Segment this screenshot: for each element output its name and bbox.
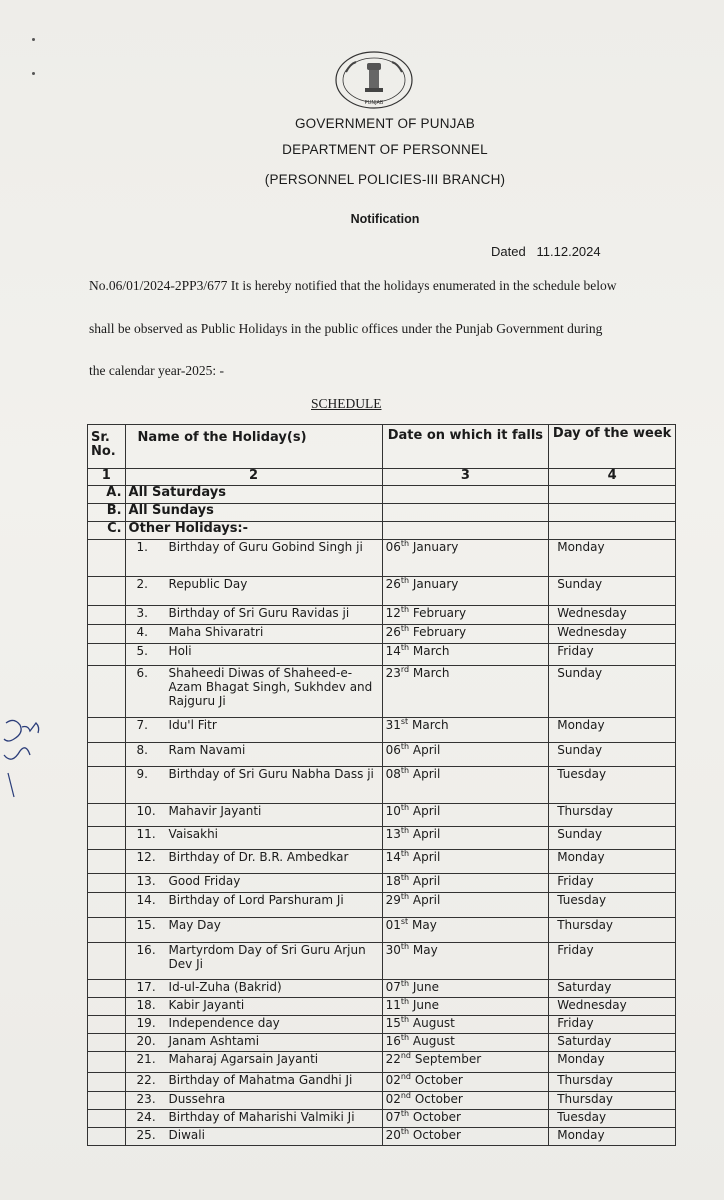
date-day: 29 [385,893,401,907]
col-number: 4 [549,469,676,486]
table-row [88,767,676,804]
holiday-date-cell [382,743,549,767]
holiday-name-cell [125,1034,382,1052]
holiday-name: Maha Shivaratri [168,625,264,639]
holiday-name-cell [125,893,382,918]
day-of-week: Monday [549,718,676,743]
date-day: 16 [385,1034,401,1048]
date-month: October [412,1110,461,1124]
date-month: May [411,918,437,932]
date-day: 02 [385,1073,401,1087]
notice-line-3: the calendar year-2025: - [89,363,225,378]
holiday-name: Diwali [168,1128,205,1142]
col-number: 3 [382,469,549,486]
date-month: April [412,874,441,888]
day-of-week: Monday [549,540,676,577]
date-month: September [414,1052,482,1066]
holiday-date-cell [382,1016,549,1034]
date-suffix: th [400,643,410,652]
date-suffix: th [400,576,410,585]
serial-number: 15. [136,918,156,932]
table-row [88,666,676,718]
holiday-date-cell [382,943,549,980]
date-day: 20 [385,1128,401,1142]
table-row [88,874,676,893]
date-suffix: th [400,766,410,775]
date-suffix: th [400,826,410,835]
date-suffix: th [400,979,410,988]
holiday-name-cell [125,1016,382,1034]
holiday-name: Mahavir Jayanti [168,804,262,818]
date-month: April [412,827,441,841]
serial-number: 4. [136,625,148,639]
section-letter: C. [88,522,126,540]
holiday-name-cell [125,1092,382,1110]
holiday-name-cell [125,1128,382,1146]
date-suffix: th [400,624,410,633]
date-day: 11 [385,998,401,1012]
date-suffix: th [400,803,410,812]
day-of-week: Friday [549,874,676,893]
date-day: 02 [385,1092,401,1106]
day-of-week: Tuesday [549,893,676,918]
table-row [88,893,676,918]
date-month: April [412,804,441,818]
holiday-name-cell [125,767,382,804]
date-month: August [412,1034,455,1048]
day-of-week: Monday [549,1052,676,1073]
date-month: March [411,718,449,732]
serial-number: 11. [136,827,156,841]
holiday-name-cell [125,874,382,893]
day-of-week: Thursday [549,918,676,943]
table-row [88,625,676,644]
table-row [88,804,676,827]
day-of-week: Friday [549,1016,676,1034]
holiday-date-cell [382,850,549,874]
table-row [88,1073,676,1092]
section-letter: A. [88,486,126,504]
serial-number: 18. [136,998,156,1012]
holiday-name-cell [125,1052,382,1073]
holiday-name-cell [125,1110,382,1128]
holiday-name: Idu'l Fitr [168,718,217,732]
date-day: 14 [385,644,401,658]
govt-title: GOVERNMENT OF PUNJAB [294,116,476,131]
notice-line-2: shall be observed as Public Holidays in the public offices under the Punjab Government during [89,321,603,336]
table-row [88,850,676,874]
serial-number: 19. [136,1016,156,1030]
date-day: 14 [385,850,401,864]
date-month: June [412,998,440,1012]
serial-number: 20. [136,1034,156,1048]
holiday-date-cell [382,666,549,718]
date-month: April [412,767,441,781]
date-day: 23 [385,666,401,680]
holiday-name-cell [125,625,382,644]
serial-number: 10. [136,804,156,818]
day-of-week: Tuesday [549,1110,676,1128]
holiday-name: Id-ul-Zuha (Bakrid) [168,980,282,994]
date-day: 30 [385,943,401,957]
section-letter: B. [88,504,126,522]
serial-number: 25. [136,1128,156,1142]
table-row [88,540,676,577]
day-of-week: Wednesday [549,625,676,644]
holiday-date-cell [382,767,549,804]
date-suffix: rd [400,665,410,674]
serial-number: 8. [136,743,148,757]
serial-number: 6. [136,666,148,680]
holiday-date-cell [382,980,549,998]
svg-text:PUNJAB: PUNJAB [364,100,384,106]
section-row [88,486,676,504]
serial-number: 16. [136,943,156,957]
column-number-row [88,469,676,486]
handwritten-signature-icon [0,715,50,805]
date-day: 12 [385,606,401,620]
holiday-date-cell [382,918,549,943]
date-suffix: th [400,1109,410,1118]
serial-number: 24. [136,1110,156,1124]
date-day: 31 [385,718,401,732]
holiday-date-cell [382,804,549,827]
holiday-name: Good Friday [168,874,241,888]
date-month: February [412,606,467,620]
holiday-date-cell [382,1092,549,1110]
holiday-name: May Day [168,918,221,932]
day-of-week: Sunday [549,666,676,718]
holiday-name: Birthday of Dr. B.R. Ambedkar [168,850,349,864]
holiday-name: Shaheedi Diwas of Shaheed-e-Azam Bhagat Singh, Sukhdev and Rajguru Ji [168,666,373,708]
day-header: Day of the week [549,425,676,469]
serial-number: 21. [136,1052,156,1066]
col-number: 1 [88,469,126,486]
date-suffix: th [400,1127,410,1136]
serial-number: 23. [136,1092,156,1106]
holiday-name-cell [125,943,382,980]
date-day: 07 [385,980,401,994]
dated-line: Dated 11.12.2024 [491,244,601,259]
table-row [88,644,676,666]
table-row [88,606,676,625]
holiday-name-cell [125,850,382,874]
date-suffix: th [400,539,410,548]
serial-number: 9. [136,767,148,781]
date-month: April [412,893,441,907]
date-suffix: th [400,873,410,882]
table-row [88,827,676,850]
date-month: January [412,540,459,554]
holiday-date-cell [382,827,549,850]
date-month: April [412,743,441,757]
table-header-row [88,425,676,469]
table-row [88,943,676,980]
holiday-name-cell [125,606,382,625]
serial-number: 12. [136,850,156,864]
date-suffix: th [400,1015,410,1024]
date-month: October [414,1092,463,1106]
date-month: May [412,943,438,957]
holiday-name: Vaisakhi [168,827,219,841]
date-month: October [414,1073,463,1087]
day-of-week: Friday [549,644,676,666]
day-of-week: Saturday [549,1034,676,1052]
holiday-date-cell [382,625,549,644]
holiday-name: Dussehra [168,1092,226,1106]
date-suffix: nd [400,1091,411,1100]
notice-line-1: No.06/01/2024-2PP3/677 It is hereby notified that the holidays enumerated in the schedule below [89,278,617,293]
holiday-name: Holi [168,644,192,658]
holiday-name-cell [125,718,382,743]
holiday-name: Birthday of Sri Guru Nabha Dass ji [168,767,374,781]
date-suffix: th [400,849,410,858]
holiday-date-cell [382,1073,549,1092]
date-month: January [412,577,459,591]
holiday-name: Birthday of Guru Gobind Singh ji [168,540,363,554]
department-title: DEPARTMENT OF PERSONNEL [282,142,488,157]
holiday-name-header: Name of the Holiday(s) [125,425,382,469]
date-day: 15 [385,1016,401,1030]
holiday-name-cell [125,980,382,998]
margin-mark [32,38,35,41]
date-month: October [412,1128,461,1142]
section-row [88,522,676,540]
serial-number: 1. [136,540,148,554]
date-day: 22 [385,1052,401,1066]
section-title: All Saturdays [125,486,382,504]
holiday-date-cell [382,1128,549,1146]
holiday-date-cell [382,1052,549,1073]
holiday-name-cell [125,998,382,1016]
section-title: All Sundays [125,504,382,522]
sr-no-header: Sr. No. [88,425,126,469]
branch-title: (PERSONNEL POLICIES-III BRANCH) [264,172,506,187]
table-row [88,1052,676,1073]
holiday-name: Birthday of Sri Guru Ravidas ji [168,606,350,620]
margin-mark [32,72,35,75]
serial-number: 17. [136,980,156,994]
holiday-name: Janam Ashtami [168,1034,260,1048]
day-of-week: Sunday [549,577,676,606]
table-row [88,577,676,606]
notification-title: Notification [350,212,420,226]
holiday-name-cell [125,804,382,827]
section-title: Other Holidays:- [125,522,382,540]
holiday-name: Martyrdom Day of Sri Guru Arjun Dev Ji [168,943,366,971]
punjab-emblem-icon [334,50,414,110]
serial-number: 13. [136,874,156,888]
day-of-week: Saturday [549,980,676,998]
date-suffix: nd [400,1051,411,1060]
day-of-week: Wednesday [549,606,676,625]
date-day: 13 [385,827,401,841]
holiday-name-cell [125,644,382,666]
schedule-title: SCHEDULE [311,396,382,411]
date-suffix: th [400,605,410,614]
serial-number: 3. [136,606,148,620]
section-row [88,504,676,522]
date-day: 07 [385,1110,401,1124]
date-day: 08 [385,767,401,781]
day-of-week: Sunday [549,827,676,850]
date-suffix: st [400,917,409,926]
day-of-week: Monday [549,850,676,874]
holiday-name: Independence day [168,1016,280,1030]
holiday-date-cell [382,606,549,625]
day-of-week: Tuesday [549,767,676,804]
holiday-date-cell [382,998,549,1016]
holiday-name-cell [125,918,382,943]
holiday-name: Republic Day [168,577,248,591]
serial-number: 2. [136,577,148,591]
holiday-schedule-table [87,424,676,1146]
table-row [88,1016,676,1034]
holiday-date-cell [382,1110,549,1128]
date-day: 18 [385,874,401,888]
date-month: June [412,980,440,994]
day-of-week: Thursday [549,1073,676,1092]
day-of-week: Friday [549,943,676,980]
holiday-date-cell [382,718,549,743]
date-suffix: th [400,1033,410,1042]
holiday-date-cell [382,577,549,606]
holiday-name-cell [125,743,382,767]
col-number: 2 [125,469,382,486]
date-month: March [412,666,450,680]
date-day: 26 [385,625,401,639]
day-of-week: Sunday [549,743,676,767]
holiday-name: Birthday of Lord Parshuram Ji [168,893,344,907]
date-month: February [412,625,467,639]
date-suffix: th [400,742,410,751]
holiday-date-cell [382,644,549,666]
holiday-date-cell [382,874,549,893]
serial-number: 14. [136,893,156,907]
holiday-name: Birthday of Maharishi Valmiki Ji [168,1110,355,1124]
date-suffix: st [400,717,409,726]
day-of-week: Thursday [549,1092,676,1110]
table-row [88,743,676,767]
table-row [88,718,676,743]
date-suffix: th [400,942,410,951]
date-day: 10 [385,804,401,818]
date-month: August [412,1016,455,1030]
date-day: 01 [385,918,401,932]
date-day: 06 [385,743,401,757]
day-of-week: Monday [549,1128,676,1146]
holiday-name: Ram Navami [168,743,246,757]
table-row [88,1092,676,1110]
day-of-week: Wednesday [549,998,676,1016]
holiday-name: Kabir Jayanti [168,998,245,1012]
table-row [88,918,676,943]
day-of-week: Thursday [549,804,676,827]
table-row [88,1110,676,1128]
holiday-name-cell [125,666,382,718]
date-header: Date on which it falls [382,425,549,469]
date-day: 26 [385,577,401,591]
holiday-name: Maharaj Agarsain Jayanti [168,1052,319,1066]
holiday-name-cell [125,1073,382,1092]
table-row [88,1128,676,1146]
date-month: March [412,644,450,658]
table-row [88,980,676,998]
date-suffix: nd [400,1072,411,1081]
table-row [88,1034,676,1052]
holiday-name: Birthday of Mahatma Gandhi Ji [168,1073,353,1087]
holiday-date-cell [382,893,549,918]
holiday-name-cell [125,577,382,606]
holiday-date-cell [382,1034,549,1052]
date-month: April [412,850,441,864]
date-day: 06 [385,540,401,554]
holiday-date-cell [382,540,549,577]
date-suffix: th [400,997,410,1006]
table-row [88,998,676,1016]
holiday-name-cell [125,540,382,577]
holiday-name-cell [125,827,382,850]
serial-number: 5. [136,644,148,658]
date-suffix: th [400,892,410,901]
serial-number: 7. [136,718,148,732]
serial-number: 22. [136,1073,156,1087]
